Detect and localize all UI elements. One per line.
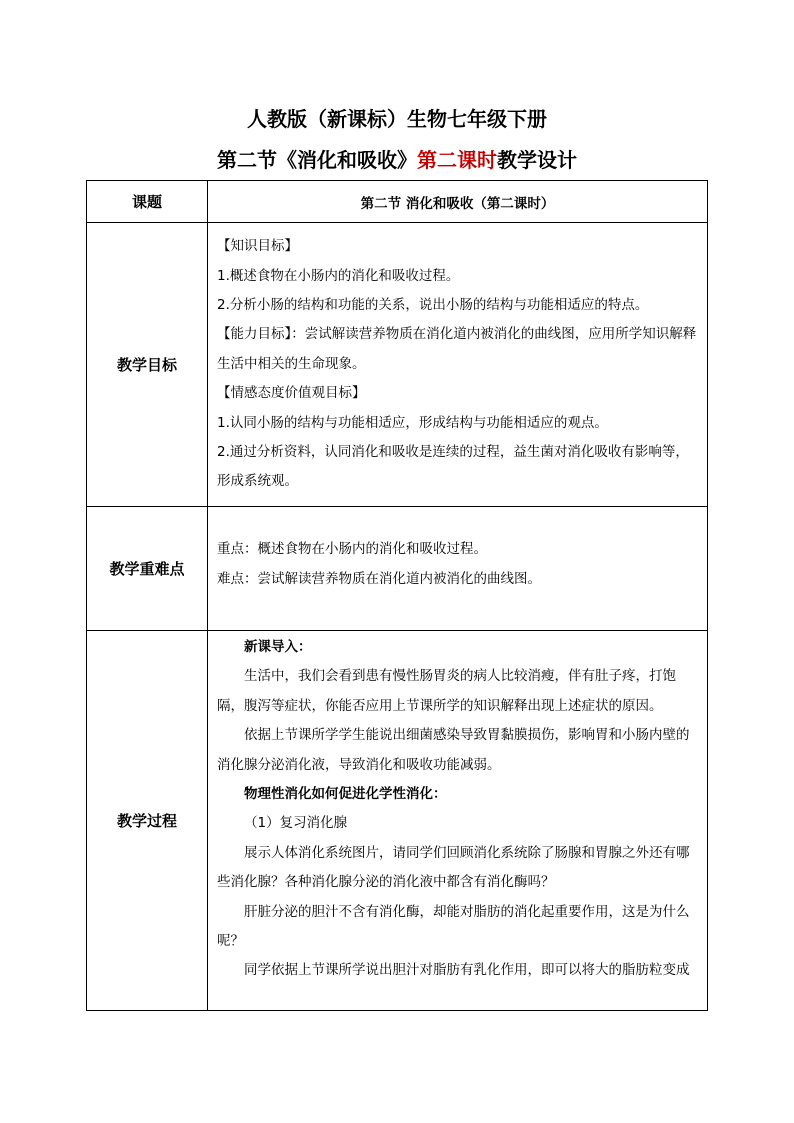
process-paragraph: 展示人体消化系统图片，请同学们回顾消化系统除了肠腺和胃腺之外还有哪些消化腺？各种消化腺分泌的消化液中都含有消化酶吗？ bbox=[217, 844, 690, 891]
subtitle-part3: 教学设计 bbox=[497, 148, 577, 172]
process-label: 教学过程 bbox=[87, 631, 208, 1011]
goals-item: 1.认同小肠的结构与功能相适应，形成结构与功能相适应的观点。 bbox=[217, 414, 608, 431]
goals-row bbox=[87, 223, 708, 507]
lesson-plan-table bbox=[86, 180, 708, 1011]
process-sub-heading: （1）复习消化腺 bbox=[244, 815, 348, 832]
document-subtitle bbox=[0, 146, 794, 174]
goals-label: 教学目标 bbox=[87, 223, 208, 507]
goals-ability: 【能力目标】：尝试解读营养物质在消化道内被消化的曲线图，应用所学知识解释生活中相关的生命现象。 bbox=[217, 326, 697, 372]
goals-cell bbox=[208, 223, 708, 507]
topic-label: 课题 bbox=[87, 181, 208, 223]
process-intro-heading: 新课导入： bbox=[244, 639, 312, 655]
goals-item: 2.通过分析资料，认同消化和吸收是连续的过程，益生菌对消化吸收有影响等，形成系统观。 bbox=[217, 444, 689, 490]
goals-item: 2.分析小肠的结构和功能的关系，说出小肠的结构与功能相适应的特点。 bbox=[217, 296, 649, 313]
document-title: 人教版（新课标）生物七年级下册 bbox=[247, 107, 547, 131]
keypoint-main: 重点：概述食物在小肠内的消化和吸收过程。 bbox=[217, 541, 487, 558]
process-paragraph: 肝脏分泌的胆汁不含有消化酶，却能对脂肪的消化起重要作用，这是为什么呢？ bbox=[217, 903, 690, 950]
process-row bbox=[87, 631, 708, 1011]
process-paragraph: 依据上节课所学学生能说出细菌感染导致胃黏膜损伤，影响胃和小肠内壁的消化腺分泌消化液，导致消化和吸收功能减弱。 bbox=[217, 727, 690, 773]
process-paragraph: 生活中，我们会看到患有慢性肠胃炎的病人比较消瘦，伴有肚子疼，打饱隔，腹泻等症状，你能否应用上节课所学的知识解释出现上述症状的原因。 bbox=[217, 668, 676, 714]
keypoints-row bbox=[87, 507, 708, 631]
process-paragraph: 同学依据上节课所学说出胆汁对脂肪有乳化作用，即可以将大的脂肪粒变成 bbox=[244, 962, 690, 979]
process-section-heading: 物理性消化如何促进化学性消化： bbox=[244, 786, 447, 803]
subtitle-part1: 第二节《消化和吸收》 bbox=[217, 148, 417, 172]
topic-value: 第二节 消化和吸收（第二课时） bbox=[208, 181, 708, 223]
goals-knowledge-heading: 【知识目标】 bbox=[217, 238, 298, 255]
subtitle-highlight: 第二课时 bbox=[417, 148, 497, 172]
keypoints-cell bbox=[208, 507, 708, 631]
keypoints-label: 教学重难点 bbox=[87, 507, 208, 631]
goals-attitude-heading: 【情感态度价值观目标】 bbox=[217, 385, 366, 402]
keypoint-difficulty: 难点：尝试解读营养物质在消化道内被消化的曲线图。 bbox=[217, 570, 541, 587]
topic-row bbox=[87, 181, 708, 223]
goals-item: 1.概述食物在小肠内的消化和吸收过程。 bbox=[217, 267, 460, 284]
process-cell bbox=[208, 631, 708, 1011]
